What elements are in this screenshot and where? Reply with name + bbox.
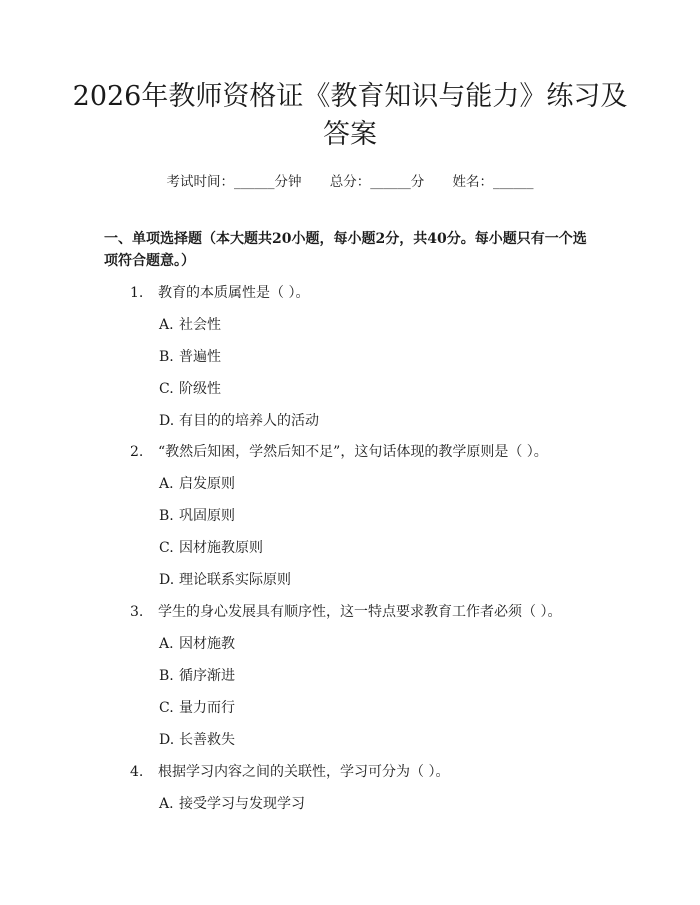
option — [159, 729, 235, 749]
question-text: 根据学习内容之间的关联性，学习可分为（ ）。 — [158, 764, 450, 780]
question-4 — [130, 761, 449, 781]
option-text: 理论联系实际原则 — [179, 572, 291, 588]
question-number: 4. — [130, 764, 144, 780]
question-2 — [130, 441, 548, 461]
section-heading: 一、单项选择题（本大题共20小题，每小题2分，共40分。每小题只有一个选项符合题意。） — [104, 231, 587, 269]
option-letter: C. — [159, 381, 174, 397]
option — [159, 346, 221, 366]
option-letter: C. — [159, 700, 174, 716]
exam-time: 考试时间：______分钟 — [166, 174, 302, 190]
question-number: 2. — [130, 444, 144, 460]
option — [159, 314, 221, 334]
option-text: 启发原则 — [179, 476, 235, 492]
option-letter: A. — [159, 317, 174, 333]
option-letter: D. — [159, 413, 175, 429]
option-text: 接受学习与发现学习 — [179, 796, 305, 812]
option-letter: D. — [159, 572, 175, 588]
option-letter: A. — [159, 476, 174, 492]
option — [159, 537, 263, 557]
total-score: 总分：______分 — [329, 174, 425, 190]
question-1 — [130, 282, 309, 302]
question-number: 3. — [130, 604, 144, 620]
option-text: 阶级性 — [179, 381, 221, 397]
option — [159, 410, 319, 430]
option — [159, 633, 235, 653]
page-title: 2026年教师资格证《教育知识与能力》练习及答案 — [72, 81, 628, 150]
option — [159, 665, 235, 685]
option-letter: C. — [159, 540, 174, 556]
option-text: 有目的的培养人的活动 — [179, 413, 319, 429]
option-text: 普遍性 — [179, 349, 221, 365]
option — [159, 569, 291, 589]
question-3 — [130, 601, 561, 621]
option-letter: B. — [159, 349, 174, 365]
option-letter: A. — [159, 636, 174, 652]
option-text: 社会性 — [179, 317, 221, 333]
question-text: 教育的本质属性是（ ）。 — [158, 285, 310, 301]
option-text: 因材施教 — [179, 636, 235, 652]
option-text: 长善救失 — [179, 732, 235, 748]
option — [159, 378, 221, 398]
exam-meta — [0, 170, 700, 190]
question-text: “教然后知困，学然后知不足”，这句话体现的教学原则是（ ）。 — [158, 444, 548, 460]
option — [159, 505, 235, 525]
option-text: 量力而行 — [179, 700, 235, 716]
option — [159, 473, 235, 493]
option — [159, 793, 305, 813]
option-letter: A. — [159, 796, 174, 812]
student-name: 姓名：______ — [452, 174, 534, 190]
question-text: 学生的身心发展具有顺序性，这一特点要求教育工作者必须（ ）。 — [158, 604, 562, 620]
option-letter: D. — [159, 732, 175, 748]
option-text: 巩固原则 — [179, 508, 235, 524]
option-text: 因材施教原则 — [179, 540, 263, 556]
option-text: 循序渐进 — [179, 668, 235, 684]
option — [159, 697, 235, 717]
question-number: 1. — [130, 285, 144, 301]
option-letter: B. — [159, 668, 174, 684]
option-letter: B. — [159, 508, 174, 524]
